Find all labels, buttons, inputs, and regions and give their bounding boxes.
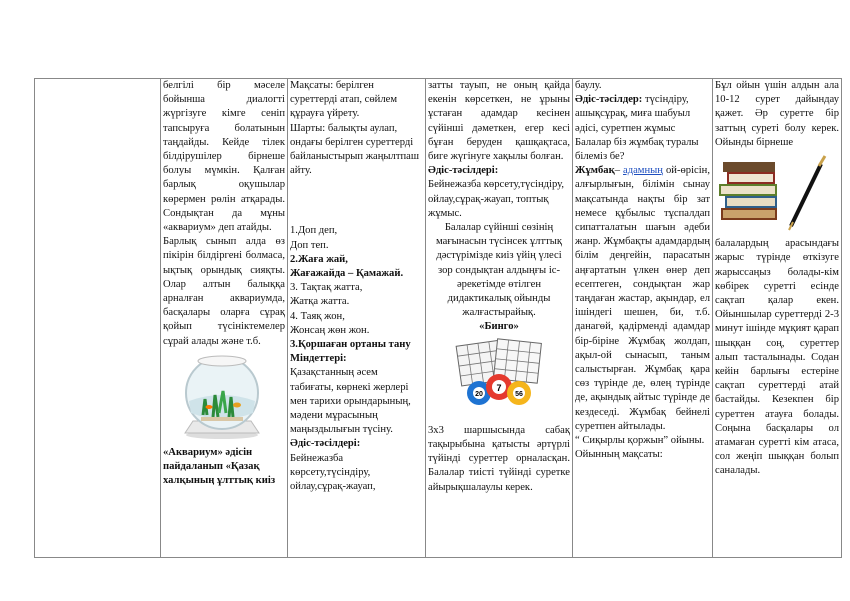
- game-suffix: ойыны.: [670, 435, 705, 447]
- column-riddle: [573, 79, 713, 558]
- riddle-dash: –: [614, 165, 620, 177]
- aquarium-image: [163, 349, 285, 446]
- column-tongue-twisters: [288, 79, 426, 558]
- bingo-title: «Бинго»: [479, 321, 519, 333]
- bingo-balls-image: [428, 335, 570, 418]
- empty-column: [35, 79, 161, 558]
- methods-title: Әдіс-тәсілдер:: [575, 94, 643, 106]
- methods-text: түсіндіру, ашықсұрақ, миға шабуыл әдісі, суретпен жұмыс Балалар біз жұмбақ туралы білеміз бе?: [575, 94, 699, 163]
- suyinshi-text: затты тауып, не оның қайда екенін көрсеткен, не ұрыны ұстаған адамдар кесінен сүйінші дәметкен, егер кесі бұған беруден қашқақтаса, биге жүгінуге хақылы болған.: [428, 80, 570, 163]
- topic-title: 3.Қоршаған ортаны тану: [290, 339, 411, 351]
- lead-text: баулу.: [575, 80, 602, 91]
- twister-line: Жағажайда – Қамажай.: [290, 268, 404, 280]
- tasks-title: Міндеттері:: [290, 353, 347, 365]
- svg-text:20: 20: [475, 390, 483, 398]
- tasks-text: Қазақстанның әсем табиғаты, көрнекі жерлері мен тарихи орындарының, мәдени мұрасының маңыздылығын түсіну.: [290, 367, 411, 436]
- lesson-plan-table: [34, 78, 842, 558]
- twister-line: 2.Жаға жай,: [290, 253, 348, 265]
- riddle-text: ой-өрісін, алғырлығын, білімін сынау мақсатында нақты бір зат немесе құбылыс тұспалдап сипатталатын шағын әдеби жанр. Жұмбақты адамдардың білім деңгейін, парасатын аңғартатын үлкен өнер деп есептеген, сондықтан жар таңдаған жастар, ақындар, ел ішіндегі шешен, би, т.б. данагөй, қадірменді адамдар бір-біріне Жұмбақ жолдап, ақыл-ой сынасып, таным салыстырған. Жұмбақ қара сөз түрінде де, өлең түрінде де, ақындық айтыс түрінде де кездеседі. Жұмбақ бейнелі суретпен айтылады.: [575, 165, 710, 432]
- aquarium-text-2: Барлық сынып алда өз пікірін білдіргені болмаса, ықтық орындық сияқты. Олар алтын балыққа арналған аквариумда, басқалары оларға сұрақ қойып түсініктемелер сұрай алады және т.б.: [163, 236, 285, 347]
- column-aquarium: [161, 79, 288, 558]
- game-name-line: [575, 434, 710, 448]
- twister-line: Жатқа жатта.: [290, 296, 350, 308]
- twister-line: 4. Таяқ жон,: [290, 310, 345, 322]
- riddle-title: Жұмбақ: [575, 165, 615, 177]
- rule-text: Шарты: балықты аулап, ондағы берілген суреттерді байланыстырып жаңылтпаш айту.: [290, 122, 419, 177]
- twister-line: 3. Тақтақ жатта,: [290, 282, 363, 294]
- bingo-intro: Балалар сүйінші сөзінің мағынасын түсінсек ұлттық дәстүрімізде киіз үйің үлесі зор сондықтан алдыңғы іс-әрекетімде өтілген дидактикалық ойынды жалғастырайық.: [436, 222, 562, 319]
- methods-text: Бейнежазба көрсету,түсіндіру, ойлау,сұрақ-жауап,: [290, 452, 376, 493]
- game-name: “ Сиқырлы қоржын”: [575, 435, 669, 447]
- memory-game-text: Бұл ойын үшін алдын ала 10-12 сурет дайындау қажет. Әр суретте бір заттың суреті болу керек. Ойынды бірнеше: [715, 80, 839, 148]
- twister-line: Жонсаң жөн жон.: [290, 324, 370, 336]
- methods-title: Әдіс-тәсілдері:: [428, 165, 499, 177]
- spacer: [290, 178, 423, 224]
- game-aim: Ойынның мақсаты:: [575, 449, 663, 461]
- twister-line: Доп теп.: [290, 239, 329, 251]
- column-memory-game: [713, 79, 842, 558]
- twister-line: 1.Доп деп,: [290, 225, 338, 237]
- svg-text:7: 7: [496, 382, 502, 393]
- riddle-link[interactable]: адамның: [623, 165, 663, 177]
- methods-paragraph: [575, 93, 710, 164]
- methods-text: Бейнежазба көрсету,түсіндіру, ойлау,сұрақ-жауап, топтық жұмыс.: [428, 179, 565, 219]
- bingo-description: 3х3 шаршысында сабақ тақырыбына қатысты әртүрлі түйінді суреттер орналасқан. Балалар тиісті түйінді суретке айырықшалаулы керек.: [428, 424, 570, 493]
- memory-game-text-2: балалардың арасындағы жарыс түрінде өткізуге жарыссаңыз болады-кім көбірек суретті есінде сақтап қалар екен. Ойыншылар суреттерді 2-3 минут ішінде мұқият қарап шыққан соң, суреттер алып тасталынады. Содан кейін барлығы естеріне сақтап суреттерді атай бастайды. Кезекпен бір суреттен атауға болады. Соңына басқалары ол атамаған суретті кім атаса, сол жеңіп шыққан болып саналады.: [715, 238, 839, 477]
- aim-text: Мақсаты: берілген суреттерді атап, сөйлем құрауға үйрету.: [290, 80, 398, 120]
- riddle-paragraph: [575, 164, 710, 434]
- svg-text:56: 56: [515, 390, 523, 398]
- books-and-pen-image: [715, 150, 839, 237]
- aquarium-text: белгілі бір мәселе бойынша диалогті жүргізуге кімге сеніп тапсыруға болатынын таңдайды. Кейде тілек білдірушілер бірнеше болуы мүмкін. Қалған барлық оқушылар көрермен рөлін атқарады. Сондықтан да мұны «аквариум» деп атайды.: [163, 80, 285, 234]
- column-bingo: [426, 79, 573, 558]
- aquarium-caption: «Аквариум» әдісін пайдаланып «Қазақ халқының ұлттық киіз: [163, 447, 276, 487]
- methods-title: Әдіс-тәсілдері:: [290, 438, 361, 450]
